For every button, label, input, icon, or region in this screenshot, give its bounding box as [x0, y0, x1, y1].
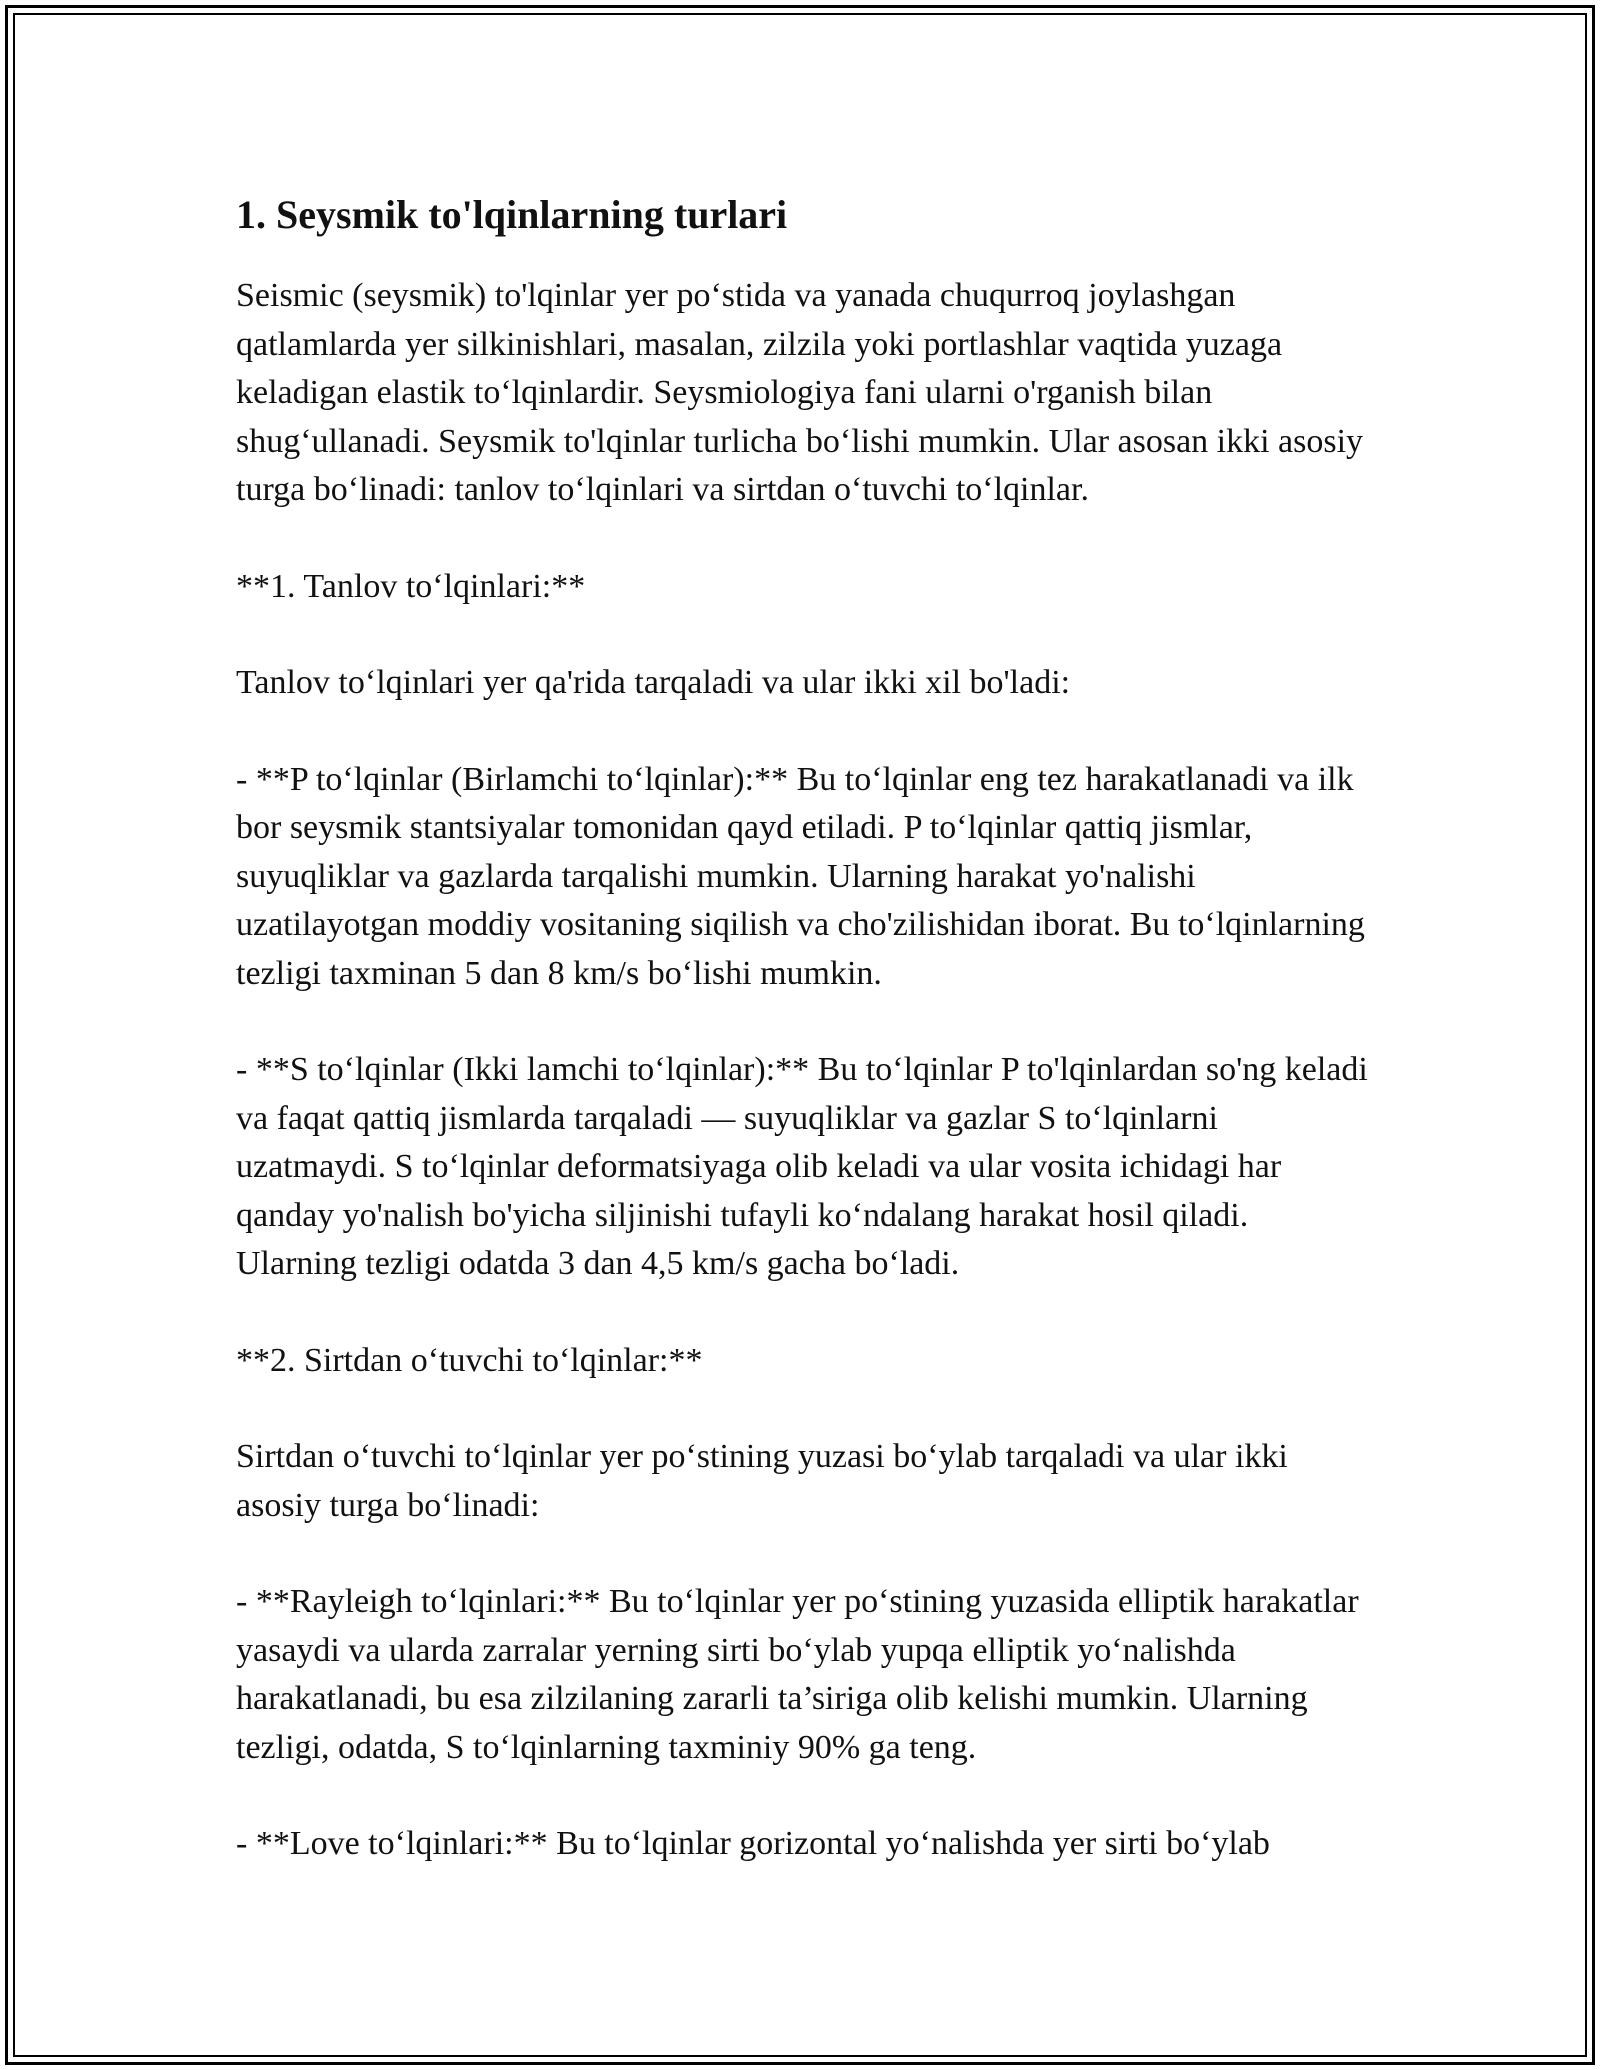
surface-waves-intro-paragraph: Sirtdan o‘tuvchi to‘lqinlar yer po‘stining yuzasi bo‘ylab tarqaladi va ular ikki asosiy turga bo‘linadi: [236, 1438, 1288, 1524]
love-waves-paragraph: - **Love to‘lqinlari:** Bu to‘lqinlar gorizontal yo‘nalishda yer sirti bo‘ylab [236, 1825, 1270, 1862]
s-waves-paragraph: - **S to‘lqinlar (Ikki lamchi to‘lqinlar):** Bu to‘lqinlar P to'lqinlardan so'ng keladi va faqat qattiq jismlarda tarqaladi — suyuqliklar va gazlar S to‘lqinlarni uzatmaydi. S to‘lqinlar deformatsiyaga olib keladi va ular vosita ichidagi har qanday yo'nalish bo'yicha siljinishi tufayli ko‘ndalang harakat hosil qiladi. Ularning tezligi odatda 3 dan 4,5 km/s gacha bo‘ladi. [236, 1051, 1368, 1282]
intro-paragraph: Seismic (seysmik) to'lqinlar yer po‘stida va yanada chuqurroq joylashgan qatlamlarda yer silkinishlari, masalan, zilzila yoki portlashlar vaqtida yuzaga keladigan elastik to‘lqinlardir. Seysmiologiya fani ularni o'rganish bilan shug‘ullanadi. Seysmik to'lqinlar turlicha bo‘lishi mumkin. Ular asosan ikki asosiy turga bo‘linadi: tanlov to‘lqinlari va sirtdan o‘tuvchi to‘lqinlar. [236, 277, 1364, 508]
section-heading-body-waves: **1. Tanlov to‘lqinlari:** [236, 567, 586, 605]
p-waves-paragraph: - **P to‘lqinlar (Birlamchi to‘lqinlar):** Bu to‘lqinlar eng tez harakatlanadi va ilk bor seysmik stantsiyalar tomonidan qayd etiladi. P to‘lqinlar qattiq jismlar, suyuqliklar va gazlarda tarqalishi mumkin. Ularning harakat yo'nalishi uzatilayotgan moddiy vositaning siqilish va cho'zilishidan iborat. Bu to‘lqinlarning tezligi taxminan 5 dan 8 km/s bo‘lishi mumkin. [236, 760, 1365, 992]
section-heading-surface-waves: **2. Sirtdan o‘tuvchi to‘lqinlar:** [236, 1341, 703, 1379]
document-title: 1. Seysmik to'lqinlarning turlari [236, 192, 788, 237]
rayleigh-waves-paragraph: - **Rayleigh to‘lqinlari:** Bu to‘lqinlar yer po‘stining yuzasida elliptik harakatlar yasaydi va ularda zarralar yerning sirti bo‘ylab yupqa elliptik yo‘nalishda harakatlanadi, bu esa zilzilaning zararli ta’siriga olib kelishi mumkin. Ularning tezligi, odatda, S to‘lqinlarning taxminiy 90% ga teng. [236, 1583, 1359, 1766]
document-body [236, 188, 1376, 1869]
body-waves-intro-paragraph: Tanlov to‘lqinlari yer qa'rida tarqaladi va ular ikki xil bo'ladi: [236, 664, 1071, 701]
